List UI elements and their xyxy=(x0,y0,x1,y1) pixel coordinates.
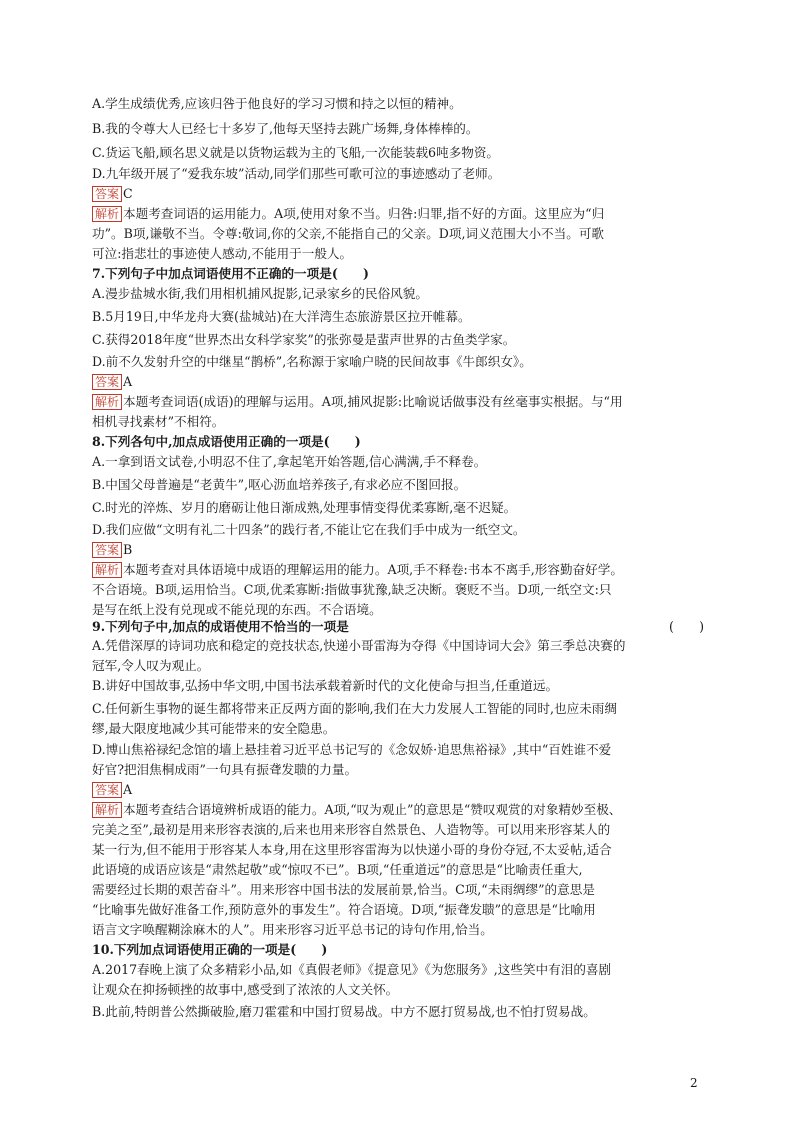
analysis-text: 此语境的成语应该是“肃然起敬”或“惊叹不已”。B项,“任重道远”的意思是“比喻责任重大, xyxy=(92,862,583,877)
analysis-line xyxy=(92,562,704,578)
answer-line xyxy=(92,186,704,202)
answer-value: B xyxy=(123,542,133,557)
analysis-tag: 解析 xyxy=(92,802,122,818)
analysis-text: 是写在纸上没有兑现或不能兑现的东西。不合语境。 xyxy=(92,602,382,617)
analysis-text: 某一行为,但不能用于形容某人本身,用在这里形容雷海为以快递小哥的身份夺冠,不太妥帖,适合 xyxy=(92,842,612,857)
analysis-line xyxy=(92,206,704,222)
answer-line xyxy=(92,374,704,390)
option-d: D.我们应做“文明有礼二十四条”的践行者,不能让它在我们手中成为一纸空文。 xyxy=(92,522,526,537)
answer-value: A xyxy=(123,374,133,389)
question-10-stem: 10.下列加点词语使用正确的一项是( ) xyxy=(92,942,328,957)
option-d: D.前不久发射升空的中继星“鹊桥”,名称源于家喻户晓的民间故事《牛郎织女》。 xyxy=(92,354,532,369)
analysis-text: “比喻事先做好准备工作,预防意外的事发生”。符合语境。D项,“振聋发聩”的意思是“比喻用 xyxy=(92,902,596,917)
option-d: D.博山焦裕禄纪念馆的墙上悬挂着习近平总书记写的《念奴娇·追思焦裕禄》,其中“百姓谁不爱 xyxy=(92,742,612,757)
page-number: 2 xyxy=(690,1076,698,1090)
analysis-text: 完美之至”,最初是用来形容表演的,后来也用来形容自然景色、人造物等。可以用来形容某人的 xyxy=(92,822,611,837)
answer-value: C xyxy=(123,186,133,201)
analysis-line xyxy=(92,802,704,818)
option-a: A.一拿到语文试卷,小明忍不住了,拿起笔开始答题,信心满满,手不释卷。 xyxy=(92,454,487,469)
analysis-line xyxy=(92,394,704,410)
option-b: B.此前,特朗普公然撕破脸,磨刀霍霍和中国打贸易战。中方不愿打贸易战,也不怕打贸易战。 xyxy=(92,1004,596,1019)
analysis-text: 语言文字唤醒糊涂麻木的人”。用来形容习近平总书记的诗句作用,恰当。 xyxy=(92,922,493,937)
question-9-text: 9.下列句子中,加点的成语使用不恰当的一项是 xyxy=(92,619,349,634)
analysis-text: 需要经过长期的艰苦奋斗”。用来形容中国书法的发展前景,恰当。C项,“未雨绸缪”的意思是 xyxy=(92,882,595,897)
option-c-cont: 缪,最大限度地减少其可能带来的安全隐患。 xyxy=(92,721,336,736)
analysis-tag: 解析 xyxy=(92,394,122,410)
option-d-cont: 好官?把泪焦桐成雨”一句具有振聋发聩的力量。 xyxy=(92,762,358,777)
option-a-cont: 让观众在抑扬顿挫的故事中,感受到了浓浓的人文关怀。 xyxy=(92,982,399,997)
analysis-text: 不合语境。B项,运用恰当。C项,优柔寡断:指做事犹豫,缺乏决断。褒贬不当。D项,一纸空文:只 xyxy=(92,582,612,597)
option-d: D.九年级开展了“爱我东坡”活动,同学们那些可歌可泣的事迹感动了老师。 xyxy=(92,166,501,181)
analysis-tag: 解析 xyxy=(92,206,122,222)
answer-tag: 答案 xyxy=(92,782,122,798)
question-9-stem xyxy=(92,619,704,635)
analysis-text: 本题考查词语的运用能力。A项,使用对象不当。归咎:归罪,指不好的方面。这里应为“归 xyxy=(123,206,605,221)
answer-line xyxy=(92,782,704,798)
option-c: C.货运飞船,顾名思义就是以货物运载为主的飞船,一次能装载6吨多物资。 xyxy=(92,145,500,160)
option-a: A.2017春晚上演了众多精彩小品,如《真假老师》《提意见》《为您服务》,这些笑中有泪的喜剧 xyxy=(92,962,612,977)
option-b: B.5月19日,中华龙舟大赛(盐城站)在大洋湾生态旅游景区拉开帷幕。 xyxy=(92,309,471,324)
analysis-tag: 解析 xyxy=(92,562,122,578)
option-a: A.漫步盐城水街,我们用相机捕风捉影,记录家乡的民俗风貌。 xyxy=(92,286,428,301)
analysis-text: 相机寻找素材”不相符。 xyxy=(92,414,225,429)
answer-tag: 答案 xyxy=(92,374,122,390)
option-b: B.中国父母普遍是“老黄牛”,呕心沥血培养孩子,有求必应不图回报。 xyxy=(92,477,467,492)
option-a: A.凭借深厚的诗词功底和稳定的竞技状态,快递小哥雷海为夺得《中国诗词大会》第三季总决赛的 xyxy=(92,638,626,653)
answer-tag: 答案 xyxy=(92,542,122,558)
answer-blank: ( ) xyxy=(668,619,704,634)
option-c: C.获得2018年度“世界杰出女科学家奖”的张弥曼是蜚声世界的古鱼类学家。 xyxy=(92,332,516,347)
analysis-text: 本题考查对具体语境中成语的理解运用的能力。A项,手不释卷:书本不离手,形容勤奋好学。 xyxy=(123,562,623,577)
analysis-text: 本题考查结合语境辨析成语的能力。A项,“叹为观止”的意思是“赞叹观赏的对象精妙至极、 xyxy=(123,802,622,817)
option-a-cont: 冠军,令人叹为观止。 xyxy=(92,658,210,673)
analysis-text: 功”。B项,谦敬不当。令尊:敬词,你的父亲,不能指自己的父亲。D项,词义范围大小不当。可歌 xyxy=(92,226,605,241)
option-c: C.时光的淬炼、岁月的磨砺让他日渐成熟,处理事情变得优柔寡断,毫不迟疑。 xyxy=(92,500,517,515)
option-b: B.我的令尊大人已经七十多岁了,他每天坚持去跳广场舞,身体棒棒的。 xyxy=(92,121,479,136)
analysis-text: 本题考查词语(成语)的理解与运用。A项,捕风捉影:比喻说话做事没有丝毫事实根据。与“用 xyxy=(123,394,623,409)
option-c: C.任何新生事物的诞生都将带来正反两方面的影响,我们在大力发展人工智能的同时,也应未雨绸 xyxy=(92,701,617,716)
answer-line xyxy=(92,542,704,558)
question-8-stem: 8.下列各句中,加点成语使用正确的一项是( ) xyxy=(92,434,361,449)
option-b: B.讲好中国故事,弘扬中华文明,中国书法承载着新时代的文化使命与担当,任重道远。 xyxy=(92,678,559,693)
answer-value: A xyxy=(123,782,133,797)
question-7-stem: 7.下列句子中加点词语使用不正确的一项是( ) xyxy=(92,266,369,281)
answer-tag: 答案 xyxy=(92,186,122,202)
analysis-text: 可泣:指悲壮的事迹使人感动,不能用于一般人。 xyxy=(92,246,353,261)
option-a: A.学生成绩优秀,应该归咎于他良好的学习习惯和持之以恒的精神。 xyxy=(92,96,462,111)
